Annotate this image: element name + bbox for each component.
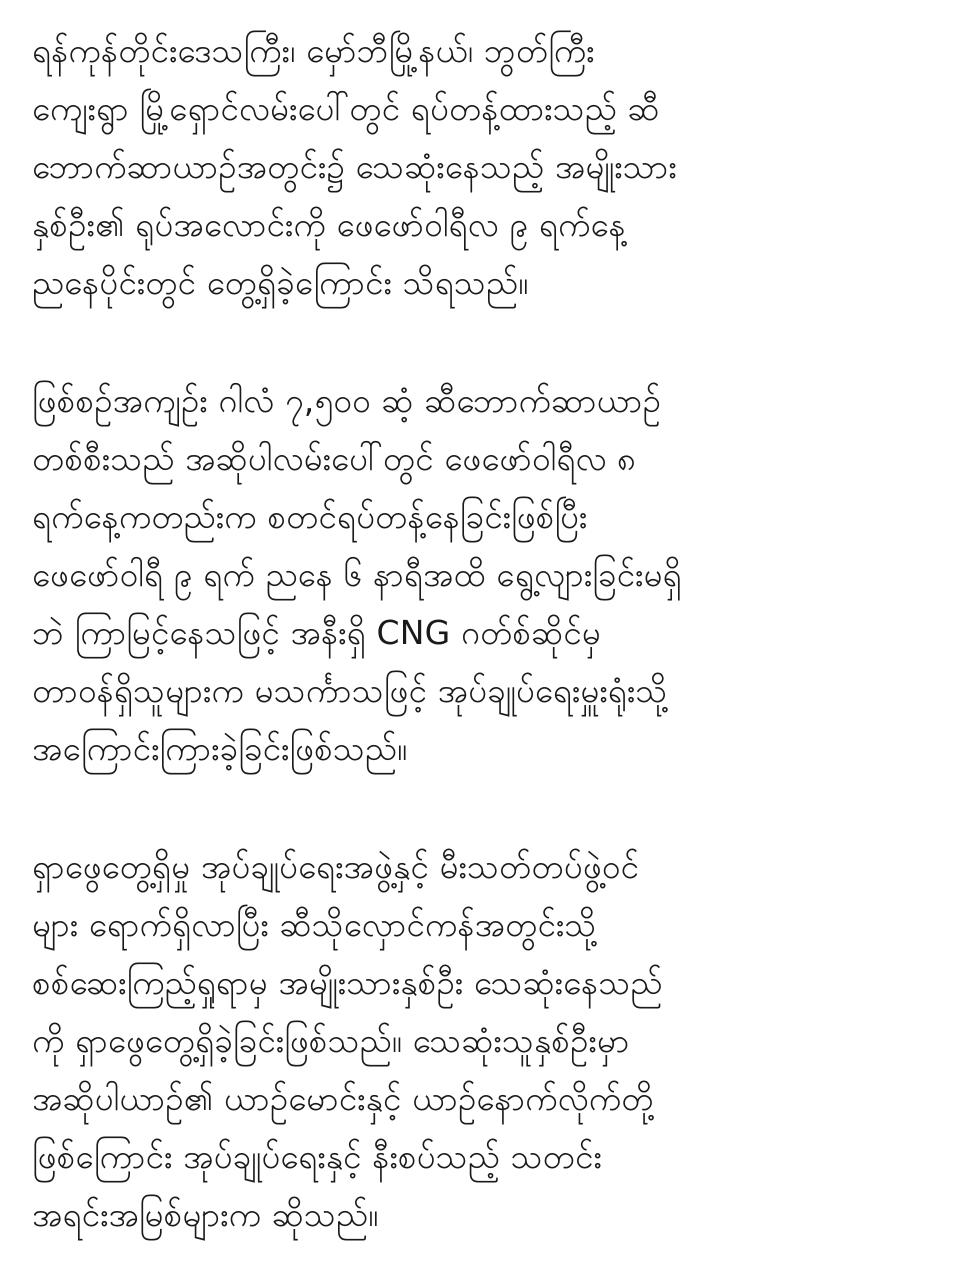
text-line: ကျေးရွာ မြို့ရှောင်လမ်းပေါ်တွင် ရပ်တန့်ထားသည့် ဆီ [32, 89, 660, 128]
text-line: ဖြစ်ကြောင်း အုပ်ချုပ်ရေးနှင့် နီးစပ်သည့် သတင်း [32, 1137, 602, 1176]
text-line: အဆိုပါယာဉ်၏ ယာဉ်မောင်းနှင့် ယာဉ်နောက်လိုက်တို့ [32, 1079, 654, 1118]
text-line: များ ရောက်ရှိလာပြီး ဆီသိုလှောင်ကန်အတွင်းသို့ [32, 905, 597, 944]
text-line: ကို ရှာဖွေတွေ့ရှိခဲ့ခြင်းဖြစ်သည်။ သေဆုံးသူနှစ်ဦးမှာ [32, 1021, 630, 1060]
paragraph-spacer [32, 312, 942, 372]
text-line: ဘောက်ဆာယာဉ်အတွင်း၌ သေဆုံးနေသည့် အမျိုးသား [32, 147, 677, 186]
text-line: နှစ်ဦး၏ ရုပ်အလောင်းကို ဖေဖော်ဝါရီလ ၉ ရက်နေ့ [32, 205, 626, 244]
paragraph-spacer [32, 778, 942, 838]
text-line: အကြောင်းကြားခဲ့ခြင်းဖြစ်သည်။ [32, 729, 408, 768]
paragraph-3 [32, 838, 942, 1244]
text-line: ရှာဖွေတွေ့ရှိမှု အုပ်ချုပ်ရေးအဖွဲ့နှင့် မီးသတ်တပ်ဖွဲ့ဝင် [32, 847, 640, 886]
paragraph-2 [32, 372, 942, 778]
text-line: ညနေပိုင်းတွင် တွေ့ရှိခဲ့ကြောင်း သိရသည်။ [32, 263, 529, 302]
article-body [32, 22, 942, 1258]
text-line: တာဝန်ရှိသူများက မသင်္ကာသဖြင့် အုပ်ချုပ်ရေးမှူးရုံးသို့ [32, 671, 668, 710]
text-line: စစ်ဆေးကြည့်ရှုရာမှ အမျိုးသားနှစ်ဦး သေဆုံးနေသည် [32, 963, 663, 1002]
paragraph-1 [32, 22, 942, 312]
text-line: ဖေဖော်ဝါရီ ၉ ရက် ညနေ ၆ နာရီအထိ ရွေ့လျားခြင်းမရှိ [32, 555, 682, 594]
text-line: ရန်ကုန်တိုင်းဒေသကြီး၊ မှော်ဘီမြို့နယ်၊ ဘွတ်ကြီး [32, 31, 595, 70]
text-line: ဘဲ ကြာမြင့်နေသဖြင့် အနီးရှိ CNG ဂတ်စ်ဆိုင်မှ [32, 613, 601, 652]
text-line: ဖြစ်စဉ်အကျဉ်း ဂါလံ ၇,၅၀၀ ဆံ့ ဆီဘောက်ဆာယာဉ် [32, 381, 661, 420]
text-line: တစ်စီးသည် အဆိုပါလမ်းပေါ်တွင် ဖေဖော်ဝါရီလ ၈ [32, 439, 637, 478]
text-line: အရင်းအမြစ်များက ဆိုသည်။ [32, 1195, 379, 1234]
text-line: ရက်နေ့ကတည်းက စတင်ရပ်တန့်နေခြင်းဖြစ်ပြီး [32, 497, 588, 536]
